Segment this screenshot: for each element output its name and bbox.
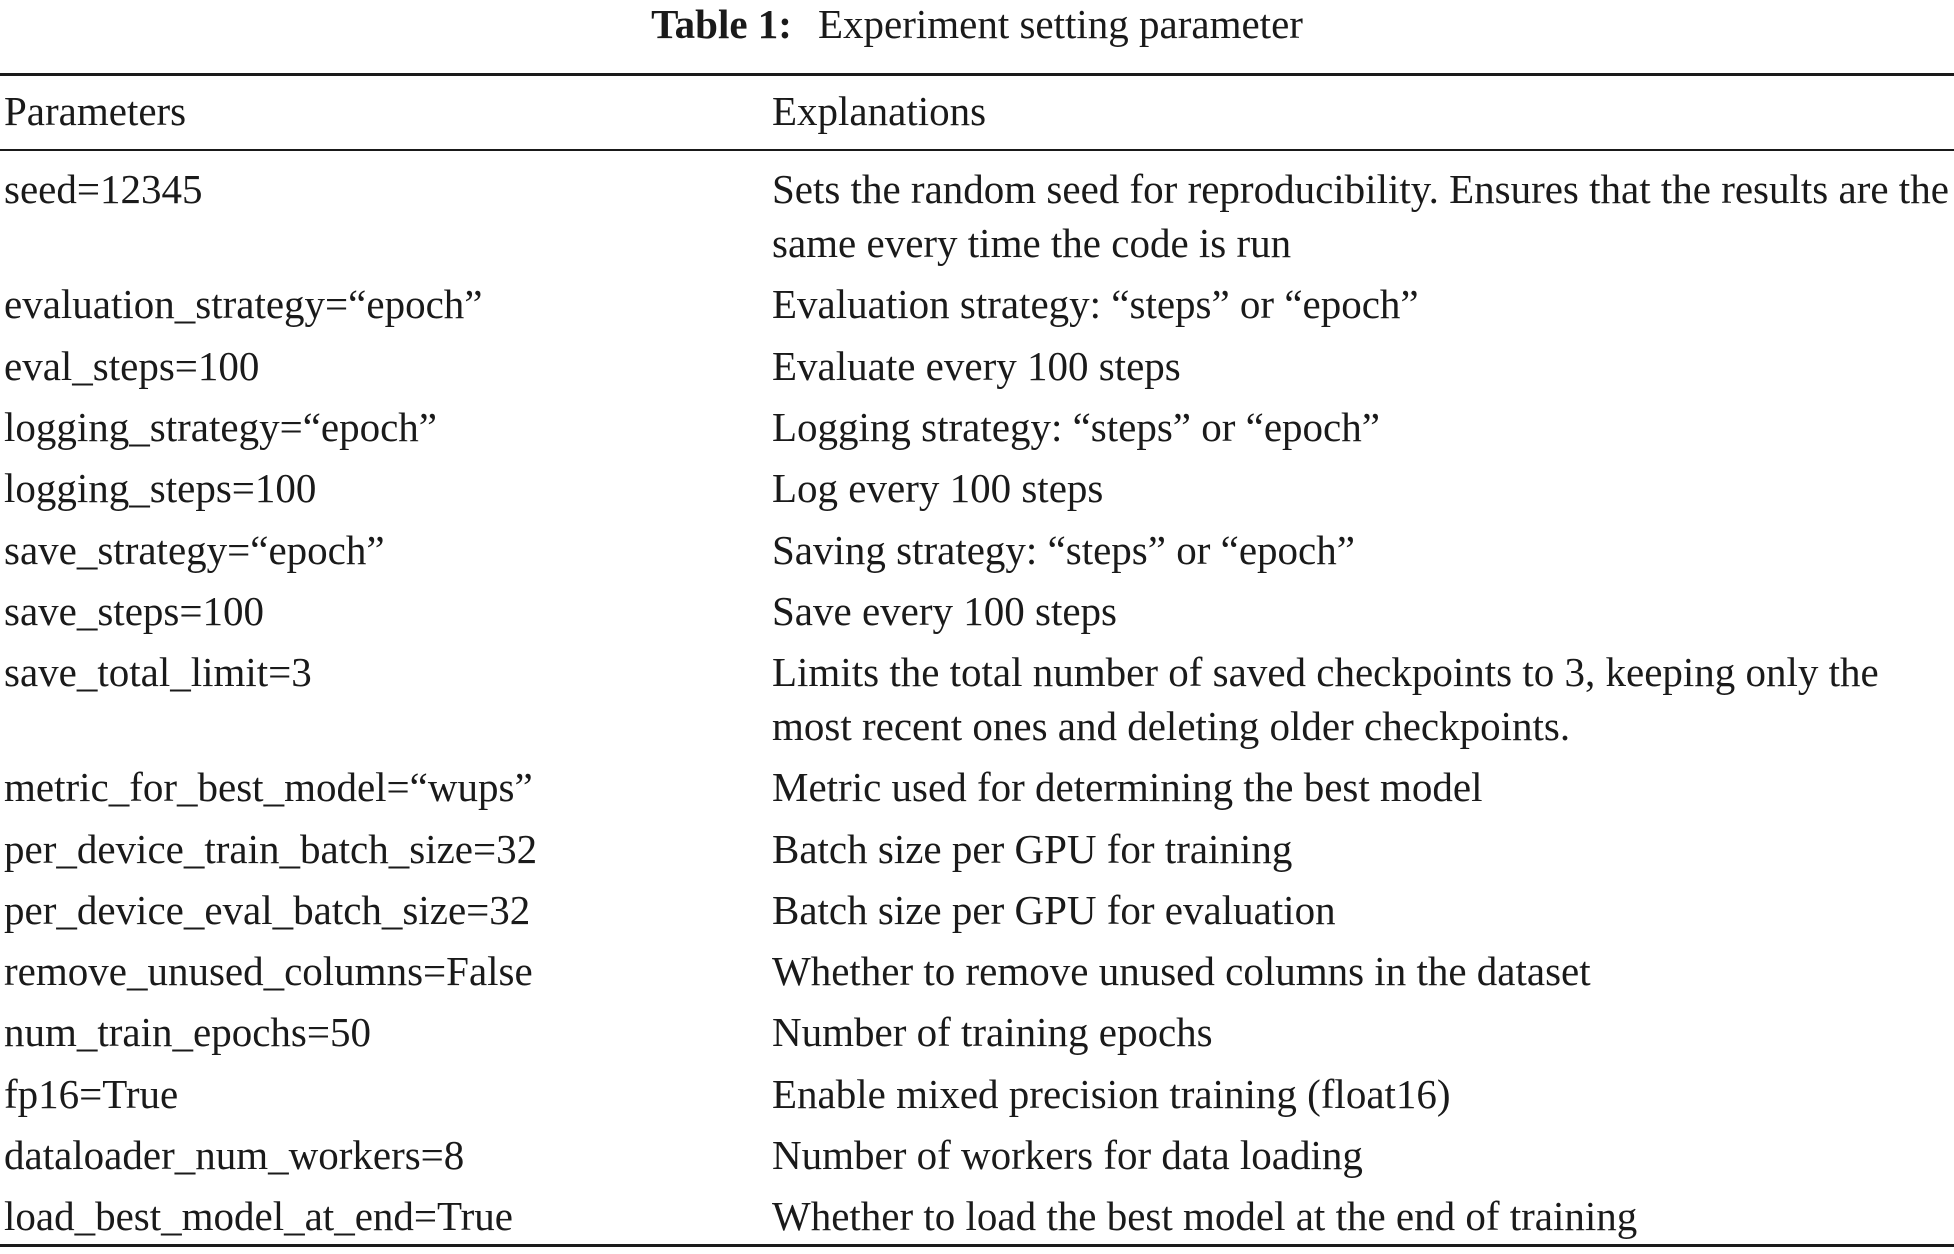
explanation-cell: Limits the total number of saved checkpoints to 3, keeping only the most recent ones and deleting older checkpoints. xyxy=(772,649,1879,749)
param-cell: metric_for_best_model=“wups” xyxy=(4,764,533,810)
explanation-cell: Metric used for determining the best model xyxy=(772,764,1483,810)
explanation-cell: Batch size per GPU for training xyxy=(772,826,1293,872)
explanation-cell: Whether to load the best model at the end of training xyxy=(772,1193,1638,1239)
param-cell: eval_steps=100 xyxy=(4,343,260,389)
explanation-cell: Saving strategy: “steps” or “epoch” xyxy=(772,527,1355,573)
explanation-cell: Evaluation strategy: “steps” or “epoch” xyxy=(772,281,1419,327)
param-cell: save_steps=100 xyxy=(4,588,264,634)
table-top-rule xyxy=(0,73,1954,76)
table-caption xyxy=(0,0,1954,52)
explanation-cell: Sets the random seed for reproducibility. Ensures that the results are the same every time the code is run xyxy=(772,166,1949,266)
param-cell: per_device_eval_batch_size=32 xyxy=(4,887,531,933)
header-parameters: Parameters xyxy=(4,88,187,134)
param-cell: remove_unused_columns=False xyxy=(4,948,533,994)
param-cell: fp16=True xyxy=(4,1071,179,1117)
explanation-cell: Whether to remove unused columns in the dataset xyxy=(772,948,1591,994)
param-cell: dataloader_num_workers=8 xyxy=(4,1132,465,1178)
param-cell: logging_strategy=“epoch” xyxy=(4,404,437,450)
table-bottom-rule xyxy=(0,1244,1954,1247)
explanation-cell: Save every 100 steps xyxy=(772,588,1117,634)
param-cell: logging_steps=100 xyxy=(4,465,317,511)
param-cell: evaluation_strategy=“epoch” xyxy=(4,281,483,327)
param-cell: per_device_train_batch_size=32 xyxy=(4,826,538,872)
header-explanations: Explanations xyxy=(772,88,987,134)
param-cell: num_train_epochs=50 xyxy=(4,1009,371,1055)
explanation-cell: Batch size per GPU for evaluation xyxy=(772,887,1336,933)
param-cell: save_total_limit=3 xyxy=(4,649,312,695)
param-cell: save_strategy=“epoch” xyxy=(4,527,385,573)
table-caption-label: Table 1: xyxy=(651,1,792,47)
explanation-cell: Enable mixed precision training (float16) xyxy=(772,1071,1451,1117)
table-caption-text: Experiment setting parameter xyxy=(817,1,1303,47)
table-header-rule xyxy=(0,149,1954,151)
explanation-cell: Evaluate every 100 steps xyxy=(772,343,1181,389)
explanation-cell: Logging strategy: “steps” or “epoch” xyxy=(772,404,1380,450)
explanation-cell: Log every 100 steps xyxy=(772,465,1104,511)
param-cell: seed=12345 xyxy=(4,166,203,212)
param-cell: load_best_model_at_end=True xyxy=(4,1193,513,1239)
explanation-cell: Number of workers for data loading xyxy=(772,1132,1363,1178)
explanation-cell: Number of training epochs xyxy=(772,1009,1213,1055)
